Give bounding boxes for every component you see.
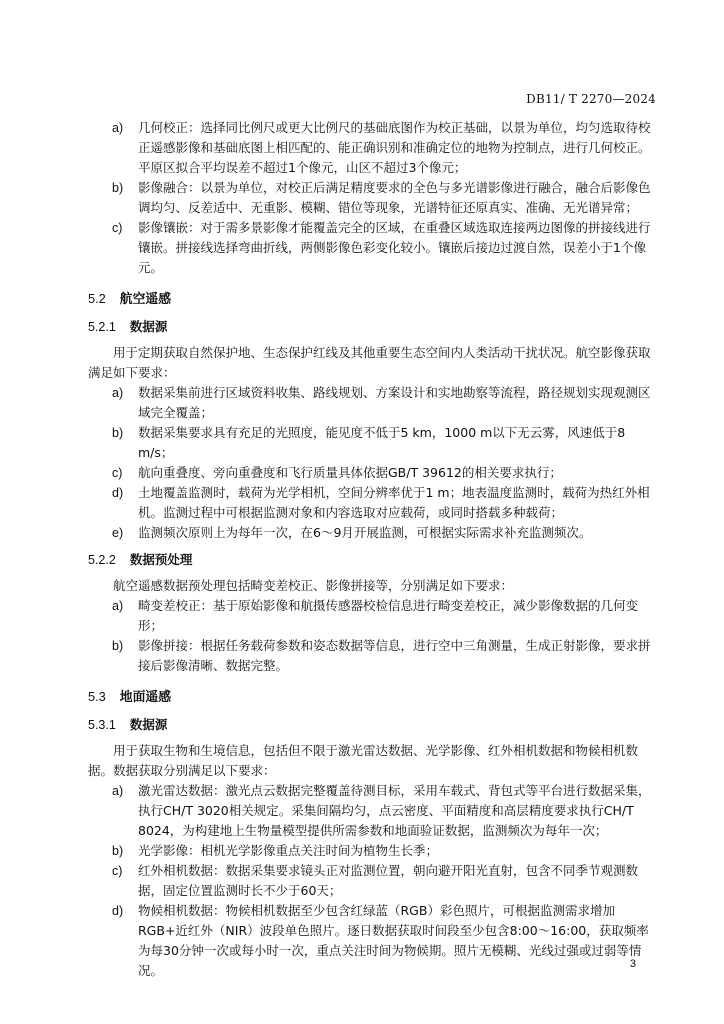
list-label: a)	[112, 784, 124, 798]
paragraph: 用于获取生物和生境信息，包括但不限于激光雷达数据、光学影像、红外相机数据和物候相机数据。数据获取分别满足以下要求：	[88, 743, 639, 778]
list-item	[88, 523, 658, 543]
section-heading-5-2-1	[88, 317, 658, 337]
list-text: 红外相机数据：数据采集要求镜头正对监测位置，朝向避开阳光直射，包含不同季节观测数据，固定位置监测时长不少于60天；	[138, 863, 639, 898]
section-heading-5-3-1	[88, 715, 658, 735]
section-title: 地面遥感	[119, 690, 171, 705]
list-text: 影像融合：以景为单位，对校正后满足精度要求的全色与多光谱影像进行融合，融合后影像色调均匀、反差适中、无重影、模糊、错位等现象，光谱特征还原真实、准确、无光谱异常；	[138, 180, 651, 215]
list-label: c)	[112, 864, 123, 878]
document-code-header: DB11/ T 2270—2024	[526, 92, 656, 106]
section-heading-5-2	[88, 289, 658, 310]
list-item	[88, 118, 658, 178]
list-label: a)	[112, 599, 124, 613]
list-text: 物候相机数据：物候相机数据至少包含红绿蓝（RGB）彩色照片，可根据监测需求增加RGB+近红外（NIR）波段单色照片。逐日数据获取时间段至少包含8:00～16:00，获取频率为每30分钟一次或每小时一次，重点关注时间为物候期。照片无模糊、光线过强或过弱等情况。	[138, 903, 649, 978]
list-item	[88, 383, 658, 423]
list-item	[88, 636, 658, 676]
list-label: c)	[112, 221, 123, 235]
page-number: 3	[629, 958, 636, 970]
list-text: 畸变差校正：基于原始影像和航摄传感器校检信息进行畸变差校正，减少影像数据的几何变形；	[138, 598, 639, 633]
section-number: 5.2.1	[88, 320, 116, 334]
section-title: 数据源	[129, 717, 168, 732]
list-text: 影像拼接：根据任务载荷参数和姿态数据等信息，进行空中三角测量，生成正射影像，要求拼接后影像清晰、数据完整。	[138, 638, 651, 673]
paragraph: 用于定期获取自然保护地、生态保护红线及其他重要生态空间内人类活动干扰状况。航空影像获取满足如下要求：	[88, 345, 651, 380]
section-title: 数据源	[129, 319, 168, 334]
list-label: b)	[112, 844, 124, 858]
list-item	[88, 483, 658, 523]
section-heading-5-2-2	[88, 550, 658, 570]
list-item	[88, 861, 658, 901]
list-text: 航向重叠度、旁向重叠度和飞行质量具体依据GB/T 39612的相关要求执行；	[138, 465, 562, 480]
section-number: 5.3.1	[88, 718, 116, 732]
section-title: 数据预处理	[129, 552, 193, 567]
section-number: 5.2	[88, 291, 106, 306]
list-text: 数据采集前进行区域资料收集、路线规划、方案设计和实地勘察等流程，路径规划实现观测区域完全覆盖；	[138, 385, 651, 420]
list-label: b)	[112, 639, 124, 653]
list-text: 数据采集要求具有充足的光照度，能见度不低于5 km，1000 m以下无云雾，风速低于8 m/s；	[138, 425, 626, 460]
section-heading-5-3	[88, 687, 658, 708]
list-item	[88, 596, 658, 636]
list-label: e)	[112, 526, 124, 540]
list-label: d)	[112, 904, 124, 918]
list-text: 土地覆盖监测时，载荷为光学相机，空间分辨率优于1 m；地表温度监测时，载荷为热红外相机。监测过程中可根据监测对象和内容选取对应载荷，或同时搭载多种载荷；	[138, 485, 650, 520]
list-item	[88, 178, 658, 218]
list-text: 影像镶嵌：对于需多景影像才能覆盖完全的区域，在重叠区域选取连接两边图像的拼接线进行镶嵌。拼接线选择弯曲折线，两侧影像色彩变化较小。镶嵌后接边过渡自然，误差小于1个像元。	[138, 220, 651, 275]
section-number: 5.2.2	[88, 553, 116, 567]
list-text: 光学影像：相机光学影像重点关注时间为植物生长季；	[138, 843, 439, 858]
list-label: d)	[112, 486, 124, 500]
paragraph: 航空遥感数据预处理包括畸变差校正、影像拼接等，分别满足如下要求：	[113, 578, 514, 593]
list-text: 激光雷达数据：激光点云数据完整覆盖待测目标，采用车载式、背包式等平台进行数据采集，执行CH/T 3020相关规定。采集间隔均匀，点云密度、平面精度和高层精度要求执行CH/T 8024，为构建地上生物量模型提供所需参数和地面验证数据，监测频次为每年一次；	[138, 783, 651, 838]
list-text: 监测频次原则上为每年一次，在6～9月开展监测，可根据实际需求补充监测频次。	[138, 525, 592, 540]
list-text: 几何校正：选择同比例尺或更大比例尺的基础底图作为校正基础，以景为单位，均匀选取待校正遥感影像和基础底图上相匹配的、能正确识别和准确定位的地物为控制点，进行几何校正。平原区拟合平均误差不超过1个像元，山区不超过3个像元；	[138, 120, 651, 175]
list-label: b)	[112, 426, 124, 440]
list-item	[88, 463, 658, 483]
page-content	[88, 118, 658, 981]
section-title: 航空遥感	[119, 292, 171, 307]
list-label: b)	[112, 181, 124, 195]
list-label: a)	[112, 121, 124, 135]
list-label: c)	[112, 466, 123, 480]
list-item	[88, 901, 658, 981]
list-item	[88, 218, 658, 278]
section-number: 5.3	[88, 689, 106, 704]
list-item	[88, 423, 658, 463]
list-item	[88, 841, 658, 861]
list-item	[88, 781, 658, 841]
list-label: a)	[112, 386, 124, 400]
